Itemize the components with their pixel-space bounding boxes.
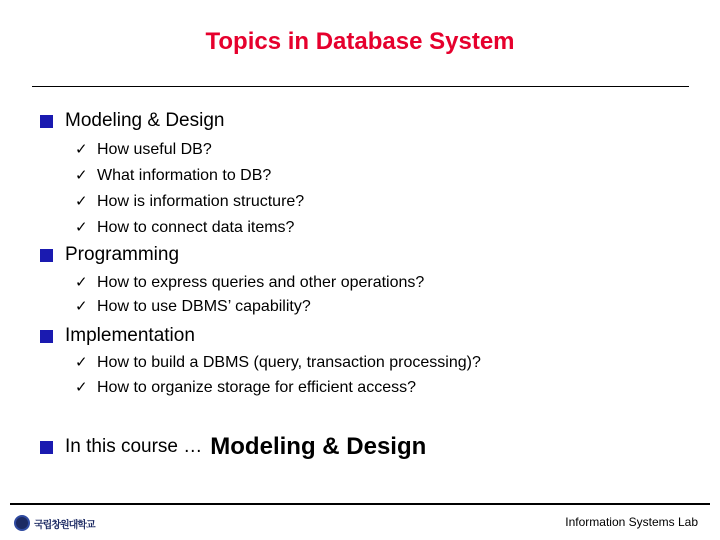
square-bullet-icon bbox=[40, 115, 53, 128]
list-item bbox=[75, 297, 311, 317]
list-item bbox=[75, 273, 424, 293]
course-emphasis: Modeling & Design bbox=[210, 433, 427, 460]
checkmark-icon: ✓ bbox=[75, 141, 88, 158]
section-heading: Implementation bbox=[65, 325, 195, 346]
checkmark-icon: ✓ bbox=[75, 298, 88, 315]
checkmark-icon: ✓ bbox=[75, 219, 88, 236]
list-item bbox=[75, 353, 481, 373]
section-heading: Programming bbox=[65, 244, 180, 265]
square-bullet-icon bbox=[40, 330, 53, 343]
section-programming bbox=[40, 244, 179, 266]
list-item-text: How is information structure? bbox=[97, 193, 305, 210]
footer-divider bbox=[10, 503, 710, 505]
list-item-text: How useful DB? bbox=[97, 141, 212, 158]
checkmark-icon: ✓ bbox=[75, 274, 88, 291]
checkmark-icon: ✓ bbox=[75, 193, 88, 210]
list-item-text: How to organize storage for efficient access? bbox=[97, 379, 416, 396]
square-bullet-icon bbox=[40, 249, 53, 262]
course-prefix: In this course … bbox=[65, 436, 203, 457]
list-item bbox=[75, 192, 304, 212]
list-item-text: How to build a DBMS (query, transaction processing)? bbox=[97, 354, 481, 371]
emblem-icon bbox=[14, 515, 30, 531]
checkmark-icon: ✓ bbox=[75, 354, 88, 371]
list-item bbox=[75, 378, 416, 398]
checkmark-icon: ✓ bbox=[75, 379, 88, 396]
list-item-text: How to connect data items? bbox=[97, 219, 295, 236]
list-item-text: How to use DBMS’ capability? bbox=[97, 298, 311, 315]
logo-text: 국립창원대학교 bbox=[34, 519, 95, 531]
course-summary bbox=[40, 433, 427, 460]
list-item-text: What information to DB? bbox=[97, 167, 272, 184]
university-logo bbox=[14, 512, 95, 534]
list-item bbox=[75, 218, 294, 238]
list-item bbox=[75, 166, 271, 186]
square-bullet-icon bbox=[40, 441, 53, 454]
lab-name: Information Systems Lab bbox=[565, 515, 698, 529]
page-title: Topics in Database System bbox=[205, 28, 515, 55]
list-item-text: How to express queries and other operations? bbox=[97, 274, 425, 291]
list-item bbox=[75, 140, 212, 160]
section-heading: Modeling & Design bbox=[65, 110, 225, 131]
title-divider bbox=[32, 86, 689, 87]
section-implementation bbox=[40, 325, 195, 347]
section-modeling bbox=[40, 110, 224, 132]
checkmark-icon: ✓ bbox=[75, 167, 88, 184]
